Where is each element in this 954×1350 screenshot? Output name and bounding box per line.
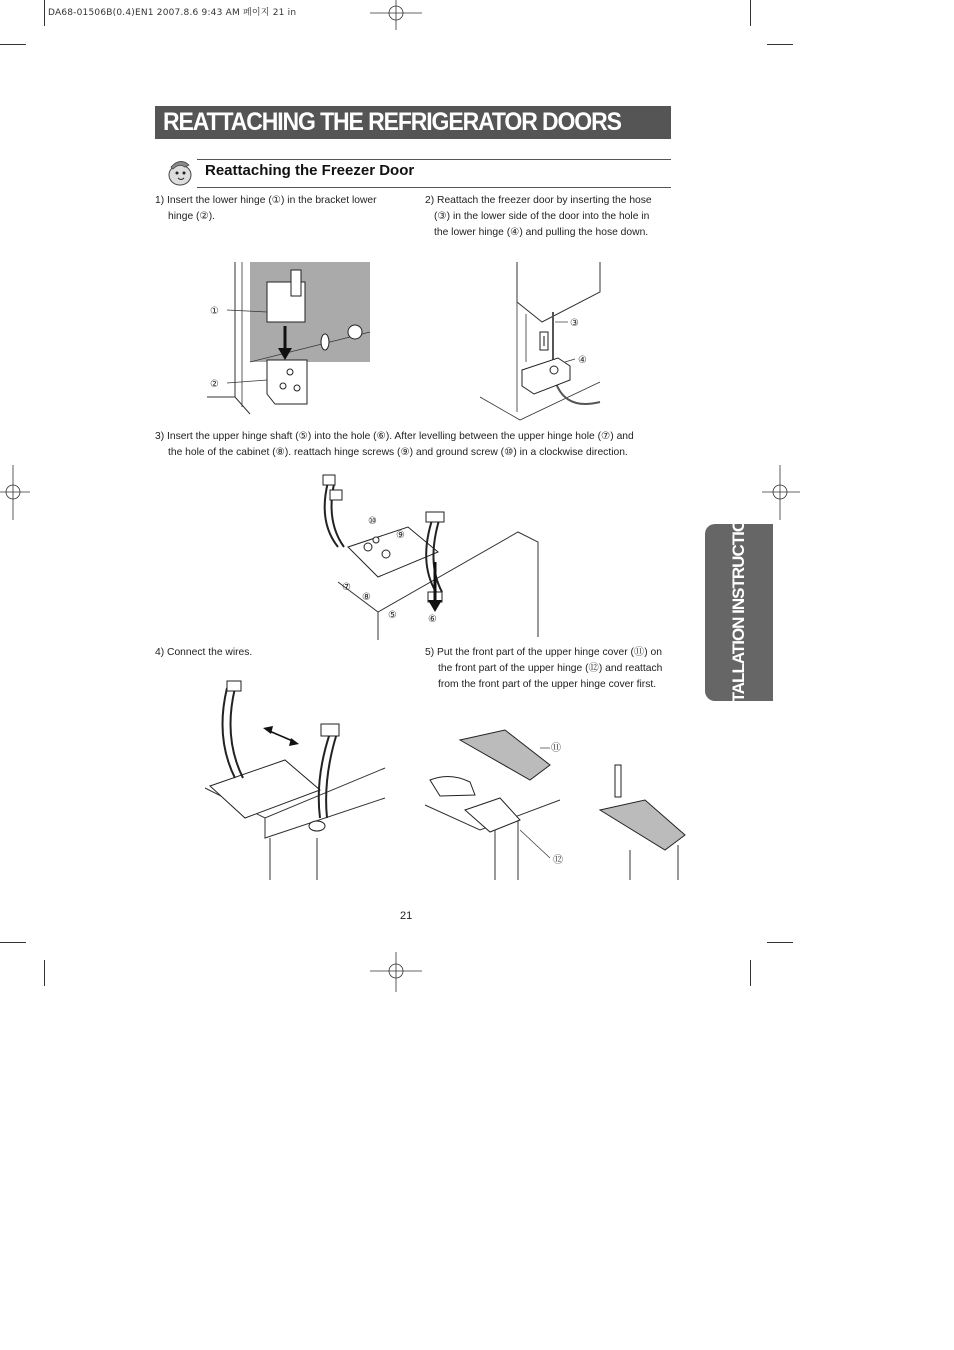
penguin-mascot-icon	[163, 155, 197, 189]
step-5-text: 5) Put the front part of the upper hinge cover (⑪) on the front part of the upper hinge (⑫) and reattach from the front part of the upper hinge cover first.	[425, 647, 663, 690]
print-header: DA68-01506B(0.4)EN1 2007.8.6 9:43 AM 페이지 21 in	[48, 8, 297, 18]
figure-lower-hinge-insert	[205, 262, 375, 417]
svg-text:④: ④	[578, 355, 587, 366]
page-title: REATTACHING THE REFRIGERATOR DOORS	[163, 108, 621, 136]
svg-text:⑥: ⑥	[428, 614, 437, 625]
section-rule-bottom	[197, 187, 671, 188]
figure-freezer-door-hose	[480, 262, 605, 422]
page-number: 21	[400, 910, 413, 922]
side-tab-installation-instructions	[705, 497, 773, 728]
section-rule-top	[197, 159, 671, 160]
svg-text:⑩: ⑩	[368, 516, 377, 527]
step-4-text: 4) Connect the wires.	[155, 647, 253, 658]
title-bar	[155, 106, 671, 139]
figure-connect-wires	[205, 678, 390, 883]
step-3-text: 3) Insert the upper hinge shaft (⑤) into the hole (⑥). After levelling between the upper hinge hole (⑦) and the hole of the cabinet (⑧). reattach hinge screws (⑨) and ground screw (⑩) in a clockwise direction.	[155, 431, 634, 458]
step-1-text: 1) Insert the lower hinge (①) in the bracket lower hinge (②).	[155, 195, 377, 222]
svg-text:⑤: ⑤	[388, 610, 397, 621]
svg-text:①: ①	[210, 306, 219, 317]
step-2-text: 2) Reattach the freezer door by inserting the hose (③) in the lower side of the door into the hole in the lower hinge (④) and pulling the hose down.	[425, 195, 652, 238]
svg-text:③: ③	[570, 318, 579, 329]
svg-text:⑧: ⑧	[362, 592, 371, 603]
svg-text:⑪: ⑪	[551, 743, 561, 754]
figure-upper-hinge-screws	[318, 472, 548, 642]
section-title: Reattaching the Freezer Door	[205, 162, 415, 179]
svg-text:⑨: ⑨	[396, 530, 405, 541]
svg-text:⑦: ⑦	[342, 582, 351, 593]
figure-upper-hinge-cover	[420, 720, 690, 885]
svg-text:⑫: ⑫	[553, 855, 563, 866]
side-tab-label: INSTALLATION INSTRUCTIONS	[729, 497, 748, 728]
svg-text:②: ②	[210, 379, 219, 390]
